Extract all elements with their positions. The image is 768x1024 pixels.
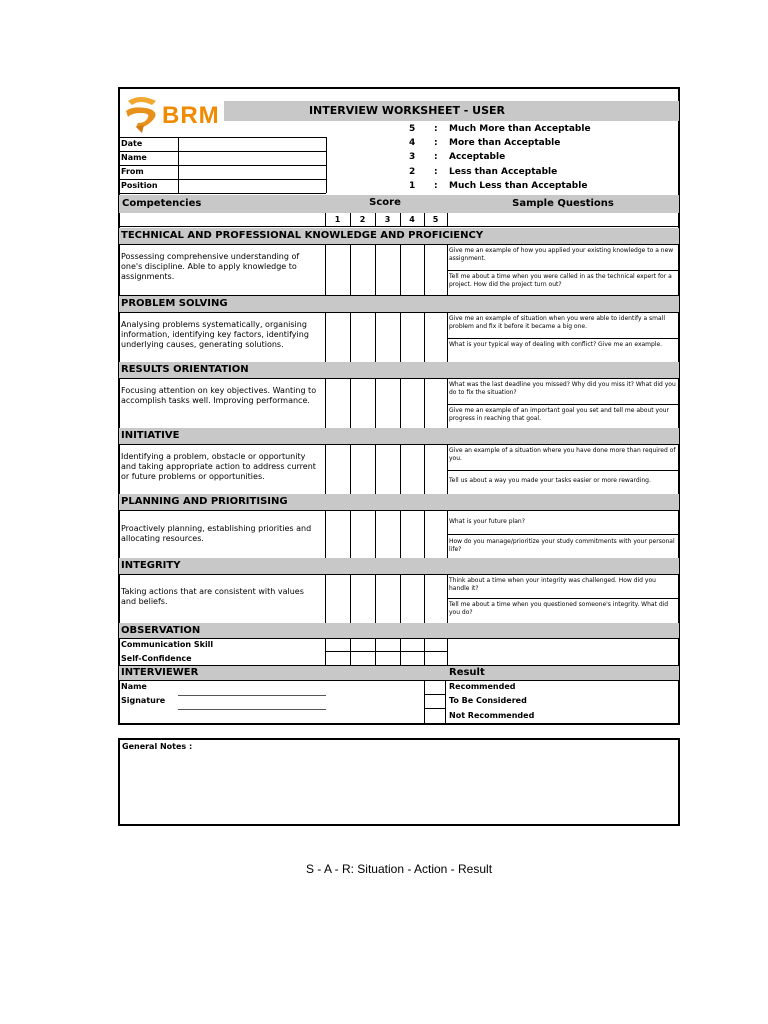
- info-label-from: From: [121, 167, 144, 176]
- score-cell-1[interactable]: [326, 313, 350, 362]
- date-field[interactable]: [179, 138, 325, 150]
- score-cell-5[interactable]: [425, 245, 447, 295]
- score-col-4: 4: [409, 215, 415, 224]
- score-cell-2[interactable]: [351, 379, 375, 428]
- sample-question: What was the last deadline you missed? Why did you miss it? What did you do to fix the situation?: [449, 381, 676, 396]
- column-header-bar: [119, 195, 679, 213]
- title-bar: [224, 101, 679, 121]
- scale-num: 2: [409, 167, 416, 177]
- sample-question: Tell us about a way you made your tasks easier or more rewarding.: [449, 477, 651, 484]
- score-cell-3[interactable]: [376, 379, 400, 428]
- score-col-3: 3: [384, 215, 391, 224]
- section-description: Focusing attention on key objectives. Wanting to accomplish tasks well. Improving performance.: [121, 386, 317, 405]
- scale-label: Acceptable: [449, 152, 506, 162]
- section-description: Taking actions that are consistent with values and beliefs.: [121, 587, 304, 606]
- observation-item: Communication Skill: [121, 640, 214, 649]
- observation-item: Self-Confidence: [121, 654, 192, 663]
- sample-question: Tell me about a time when you were called in as the technical expert for a project. How did the project turn out?: [449, 273, 672, 288]
- score-cell-5[interactable]: [425, 313, 447, 362]
- sample-question: What is your future plan?: [449, 518, 525, 525]
- interviewer-result-header: [119, 666, 679, 680]
- section-title: PLANNING AND PRIORITISING: [121, 496, 288, 507]
- score-cell-3[interactable]: [376, 445, 400, 494]
- score-cell-4[interactable]: [401, 511, 424, 558]
- section-problem-solving: [118, 296, 680, 363]
- score-header: Score: [369, 197, 401, 208]
- score-cell-2[interactable]: [351, 245, 375, 295]
- to-be-considered-checkbox[interactable]: [424, 694, 446, 709]
- score-cell-2[interactable]: [351, 575, 375, 623]
- section-title: INTEGRITY: [121, 560, 181, 571]
- scale-sep: :: [434, 124, 438, 134]
- scale-label: More than Acceptable: [449, 138, 561, 148]
- score-cell-3[interactable]: [376, 245, 400, 295]
- name-field[interactable]: [179, 152, 325, 164]
- from-field[interactable]: [179, 166, 325, 178]
- section-technical: [118, 228, 680, 296]
- sample-question: How do you manage/prioritize your study commitments with your personal life?: [449, 538, 675, 553]
- interviewer-title: INTERVIEWER: [121, 667, 199, 678]
- info-label-position: Position: [121, 181, 158, 190]
- sar-footer: S - A - R: Situation - Action - Result: [305, 862, 493, 876]
- section-header: [119, 362, 679, 378]
- brm-logo-icon: [122, 95, 164, 135]
- section-title: RESULTS ORIENTATION: [121, 364, 249, 375]
- section-header: [119, 494, 679, 510]
- scale-label: Much More than Acceptable: [449, 124, 591, 134]
- section-header: [119, 296, 679, 312]
- scale-sep: :: [434, 181, 438, 191]
- info-table: [118, 137, 327, 194]
- score-cell-3[interactable]: [376, 575, 400, 623]
- sample-question: Think about a time when your integrity was challenged. How did you handle it?: [449, 577, 656, 592]
- scale-num: 1: [409, 181, 416, 191]
- not-recommended-checkbox[interactable]: [424, 708, 446, 724]
- score-cell-3[interactable]: [376, 313, 400, 362]
- section-description: Identifying a problem, obstacle or opportunity and taking appropriate action to address current or future problems or opportunities.: [121, 452, 316, 481]
- score-col-5: 5: [432, 215, 439, 224]
- score-cell-4[interactable]: [401, 379, 424, 428]
- scale-label: Less than Acceptable: [449, 167, 558, 177]
- brm-logo: [122, 95, 222, 135]
- observation-title: OBSERVATION: [121, 625, 201, 636]
- score-number-row: [118, 213, 680, 227]
- interviewer-name-label: Name: [121, 682, 147, 691]
- info-label-name: Name: [121, 153, 147, 162]
- info-label-date: Date: [121, 139, 143, 148]
- sample-questions-header: Sample Questions: [512, 198, 614, 209]
- score-cell-5[interactable]: [425, 575, 447, 623]
- section-planning: [118, 494, 680, 559]
- score-cell-1[interactable]: [326, 575, 350, 623]
- score-cell-1[interactable]: [326, 445, 350, 494]
- section-results-orientation: [118, 362, 680, 429]
- section-header: [119, 428, 679, 444]
- not-recommended-label: Not Recommended: [449, 711, 535, 720]
- scale-num: 5: [409, 124, 416, 134]
- section-integrity: [118, 558, 680, 624]
- interviewer-name-field[interactable]: [178, 683, 326, 696]
- rating-scale: [400, 123, 670, 195]
- section-description: Proactively planning, establishing priorities and allocating resources.: [121, 524, 312, 543]
- logo-text: BRM: [162, 102, 220, 129]
- sample-question: Tell me about a time when you questioned someone's integrity. What did you do?: [449, 601, 669, 616]
- section-description: Analysing problems systematically, organising information, identifying key factors, identifying underlying causes, generating solutions.: [121, 320, 309, 349]
- scale-num: 4: [409, 138, 416, 148]
- scale-num: 3: [409, 152, 416, 162]
- result-title: Result: [449, 667, 485, 678]
- general-notes-label: General Notes: [122, 742, 187, 751]
- observation-block: [118, 623, 680, 666]
- score-cell-4[interactable]: [401, 313, 424, 362]
- section-description: Possessing comprehensive understanding of one's discipline. Able to apply knowledge to assignments.: [121, 252, 300, 281]
- sample-question: Give me an example of how you applied your existing knowledge to a new assignment.: [449, 247, 674, 262]
- score-cell-1[interactable]: [326, 511, 350, 558]
- score-cell-1[interactable]: [326, 379, 350, 428]
- sample-question: Give an example of a situation where you have done more than required of you.: [449, 447, 676, 462]
- section-title: INITIATIVE: [121, 430, 180, 441]
- scale-sep: :: [434, 167, 438, 177]
- recommended-checkbox[interactable]: [424, 680, 446, 695]
- sample-question: What is your typical way of dealing with conflict? Give me an example.: [449, 341, 663, 348]
- section-header: [119, 228, 679, 244]
- section-header: [119, 558, 679, 574]
- score-cell-4[interactable]: [401, 245, 424, 295]
- score-cell-2[interactable]: [351, 313, 375, 362]
- score-cell-5[interactable]: [425, 511, 447, 558]
- score-cell-1[interactable]: [326, 245, 350, 295]
- score-cell-2[interactable]: [351, 511, 375, 558]
- scale-label: Much Less than Acceptable: [449, 181, 588, 191]
- score-cell-5[interactable]: [425, 379, 447, 428]
- score-cell-3[interactable]: [376, 511, 400, 558]
- sample-question: Give me an example of situation when you were able to identify a small problem and fix it before it became a big one.: [449, 315, 666, 330]
- general-notes-colon: :: [189, 742, 193, 751]
- scale-sep: :: [434, 152, 438, 162]
- general-notes-box[interactable]: [118, 738, 680, 826]
- recommended-label: Recommended: [449, 682, 516, 691]
- interviewer-signature-label: Signature: [121, 696, 166, 705]
- score-col-1: 1: [334, 215, 341, 224]
- position-field[interactable]: [179, 180, 325, 192]
- section-title: TECHNICAL AND PROFESSIONAL KNOWLEDGE AND PROFICIENCY: [121, 230, 484, 241]
- score-col-2: 2: [359, 215, 366, 224]
- score-cell-5[interactable]: [425, 445, 447, 494]
- competencies-header: Competencies: [122, 198, 202, 209]
- section-initiative: [118, 428, 680, 495]
- section-title: PROBLEM SOLVING: [121, 298, 228, 309]
- page-title: INTERVIEW WORKSHEET - USER: [308, 104, 506, 117]
- sample-question: Give me an example of an important goal you set and tell me about your progress in reaching that goal.: [449, 407, 670, 422]
- to-be-considered-label: To Be Considered: [449, 696, 527, 705]
- score-cell-2[interactable]: [351, 445, 375, 494]
- score-cell-4[interactable]: [401, 445, 424, 494]
- score-cell-4[interactable]: [401, 575, 424, 623]
- observation-header: [119, 623, 679, 638]
- scale-sep: :: [434, 138, 438, 148]
- interviewer-signature-field[interactable]: [178, 697, 326, 710]
